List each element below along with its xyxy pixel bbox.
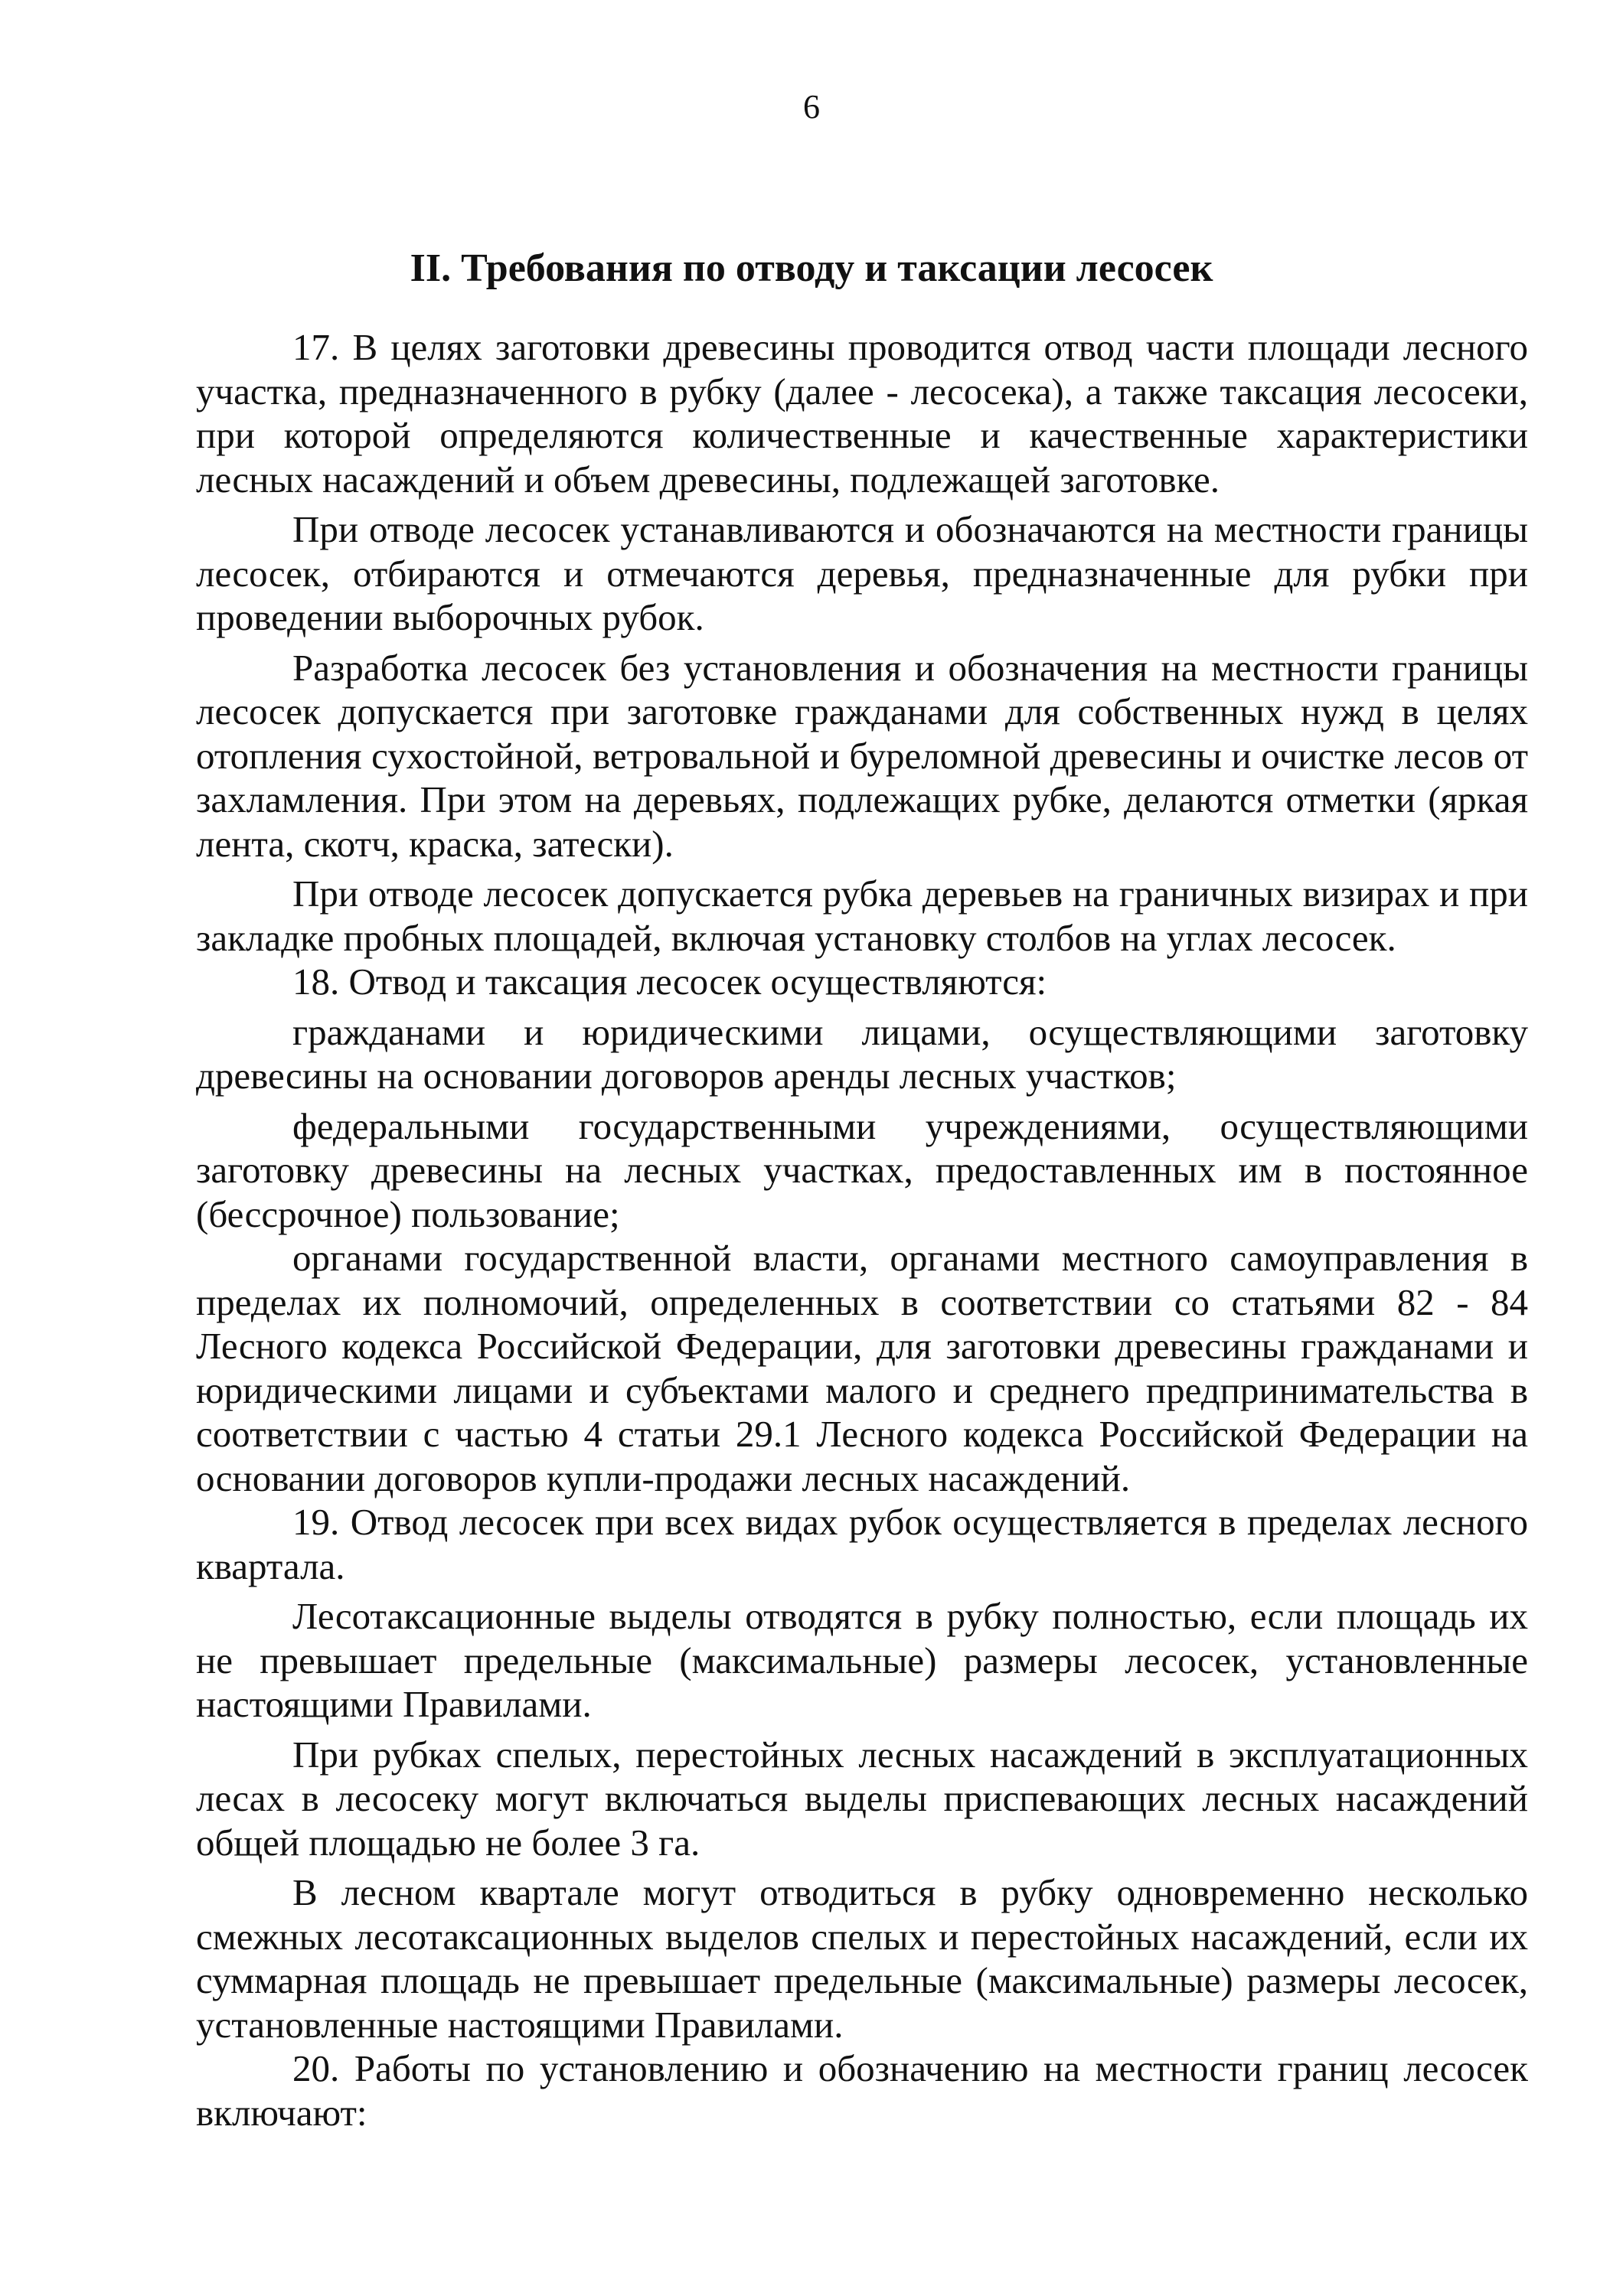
paragraph-19: 19. Отвод лесосек при всех видах рубок осуществляется в пределах лесного квартала. xyxy=(196,1501,1528,1587)
paragraph: При отводе лесосек устанавливаются и обозначаются на местности границы лесосек, отбираются и отмечаются деревья, предназначенные для рубки при проведении выборочных рубок. xyxy=(196,508,1528,638)
paragraph-18: 18. Отвод и таксация лесосек осуществляются: xyxy=(292,960,1047,1003)
paragraph: Лесотаксационные выделы отводятся в рубку полностью, если площадь их не превышает предельные (максимальные) размеры лесосек, установленные настоящими Правилами. xyxy=(196,1595,1528,1725)
page-number: 6 xyxy=(803,88,820,126)
paragraph: В лесном квартале могут отводиться в рубку одновременно несколько смежных лесотаксационных выделов спелых и перестойных насаждений, если их суммарная площадь не превышает предельные (максимальные) размеры лесосек, установленные настоящими Правилами. xyxy=(196,1871,1528,2046)
paragraph: При отводе лесосек допускается рубка деревьев на граничных визирах и при закладке пробных площадей, включая установку столбов на углах лесосек. xyxy=(196,872,1528,959)
body-text xyxy=(196,325,1528,2135)
paragraph: Разработка лесосек без установления и обозначения на местности границы лесосек допускается при заготовке гражданами для собственных нужд в целях отопления сухостойной, ветровальной и буреломной древесины и очистке лесов от захламления. При этом на деревьях, подлежащих рубке, делаются отметки (яркая лента, скотч, краска, затески). xyxy=(196,646,1528,865)
paragraph: При рубках спелых, перестойных лесных насаждений в эксплуатационных лесах в лесосеку могут включаться выделы приспевающих лесных насаждений общей площадью не более 3 га. xyxy=(196,1733,1528,1864)
paragraph-20: 20. Работы по установлению и обозначению на местности границ лесосек включают: xyxy=(196,2047,1528,2134)
list-item: гражданами и юридическими лицами, осуществляющими заготовку древесины на основании договоров аренды лесных участков; xyxy=(196,1010,1528,1097)
section-heading: II. Требования по отводу и таксации лесосек xyxy=(410,246,1213,290)
list-item: органами государственной власти, органами местного самоуправления в пределах их полномочий, определенных в соответствии со статьями 82 - 84 Лесного кодекса Российской Федерации, для заготовки древесины гражданами и юридическими лицами и субъектами малого и среднего предпринимательства в соответствии с частью 4 статьи 29.1 Лесного кодекса Российской Федерации на основании договоров купли-продажи лесных насаждений. xyxy=(196,1237,1528,1499)
list-item: федеральными государственными учреждениями, осуществляющими заготовку древесины на лесных участках, предоставленных им в постоянное (бессрочное) пользование; xyxy=(196,1104,1528,1235)
paragraph-17: 17. В целях заготовки древесины проводится отвод части площади лесного участка, предназначенного в рубку (далее - лесосека), а также таксация лесосеки, при которой определяются количественные и качественные характеристики лесных насаждений и объем древесины, подлежащей заготовке. xyxy=(196,326,1528,501)
